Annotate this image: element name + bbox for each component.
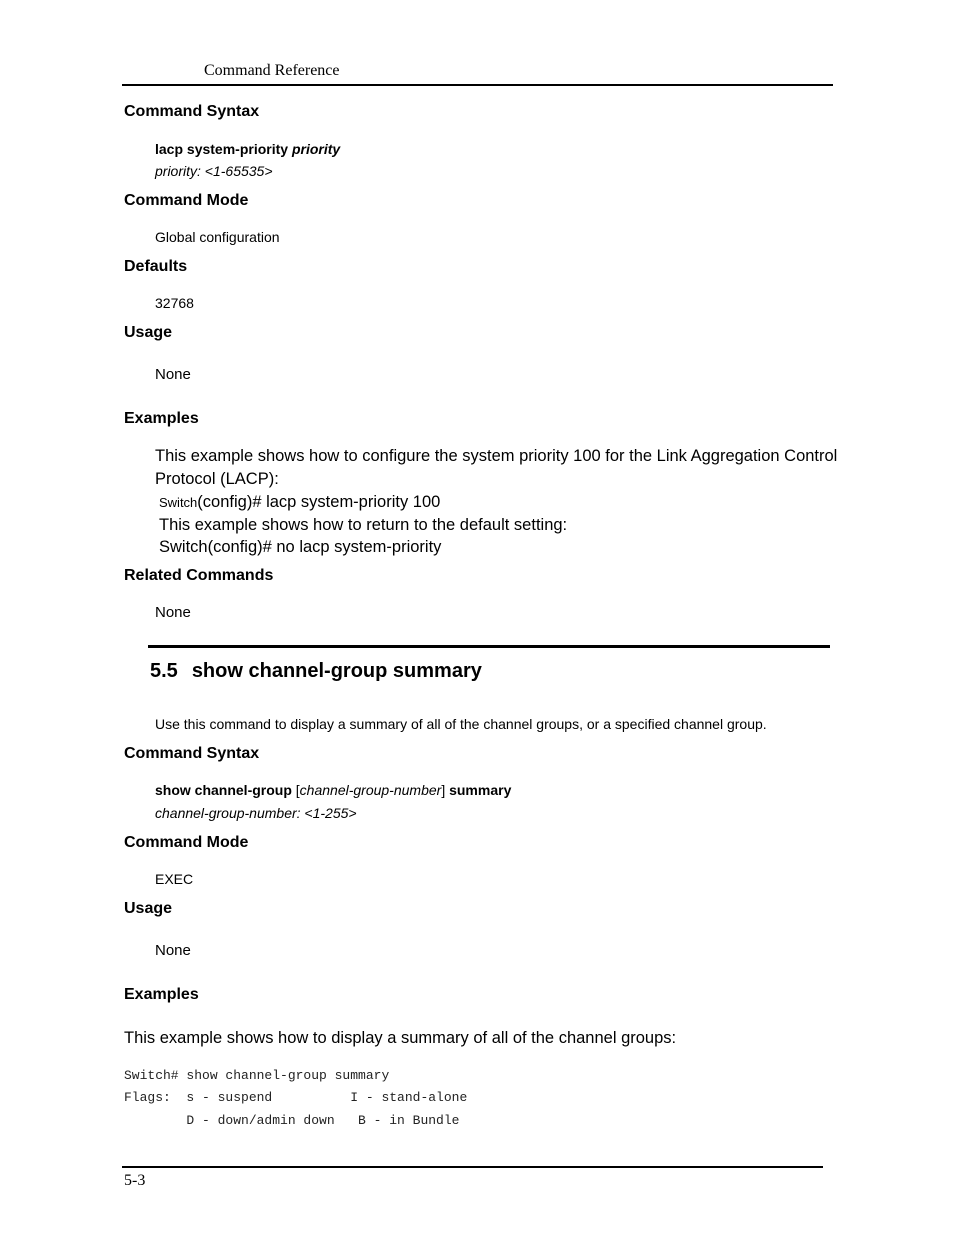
mode-heading: Command Mode [124, 834, 249, 851]
syntax-parameter: channel-group-number: <1-255> [155, 805, 357, 821]
mode-heading: Command Mode [124, 192, 249, 209]
section-description: Use this command to display a summary of all of the channel groups, or a specified channel group. [155, 716, 767, 732]
running-header: Command Reference [204, 62, 340, 79]
usage-heading: Usage [124, 324, 173, 341]
defaults-value: 32768 [155, 295, 194, 311]
example-text: Protocol (LACP): [155, 470, 279, 488]
syntax-argument: channel-group-number [299, 782, 442, 798]
example-command-prefix: Switch [159, 495, 198, 510]
code-line: D - down/admin down B - in Bundle [124, 1113, 460, 1128]
defaults-heading: Defaults [124, 258, 188, 275]
mode-value: EXEC [155, 871, 194, 887]
code-line: Flags: s - suspend I - stand-alone [124, 1090, 468, 1105]
syntax-heading: Command Syntax [124, 103, 260, 120]
usage-heading: Usage [124, 900, 173, 917]
section-rule [148, 645, 830, 648]
syntax-line [155, 141, 340, 157]
header-rule [122, 84, 833, 86]
example-text: This example shows how to display a summary of all of the channel groups: [124, 1029, 677, 1047]
usage-value: None [155, 942, 191, 959]
examples-heading: Examples [124, 986, 199, 1003]
syntax-keyword: summary [449, 782, 512, 798]
syntax-command: show channel-group [155, 782, 292, 798]
syntax-command: lacp system-priority [155, 141, 289, 157]
section-title [150, 660, 482, 683]
section-name: show channel-group summary [191, 660, 482, 682]
related-value: None [155, 604, 191, 621]
section-number: 5.5 [150, 660, 178, 682]
mode-value: Global configuration [155, 229, 280, 245]
code-line: Switch# show channel-group summary [124, 1068, 390, 1083]
syntax-bracket-open: [ [291, 782, 300, 798]
syntax-parameter: priority: <1-65535> [155, 163, 273, 179]
example-command [159, 493, 440, 512]
examples-heading: Examples [124, 410, 199, 427]
example-command: Switch(config)# no lacp system-priority [159, 538, 442, 556]
related-heading: Related Commands [124, 567, 274, 584]
example-text: This example shows how to configure the system priority 100 for the Link Aggregation Control [155, 447, 838, 465]
example-command-rest: (config)# lacp system-priority 100 [197, 493, 441, 511]
page-number: 5-3 [124, 1172, 146, 1189]
syntax-argument: priority [291, 141, 341, 157]
footer-rule [122, 1166, 823, 1168]
example-text: This example shows how to return to the default setting: [159, 516, 568, 534]
syntax-bracket-close: ] [441, 782, 450, 798]
usage-value: None [155, 366, 191, 383]
syntax-line [155, 782, 511, 798]
syntax-heading: Command Syntax [124, 745, 260, 762]
